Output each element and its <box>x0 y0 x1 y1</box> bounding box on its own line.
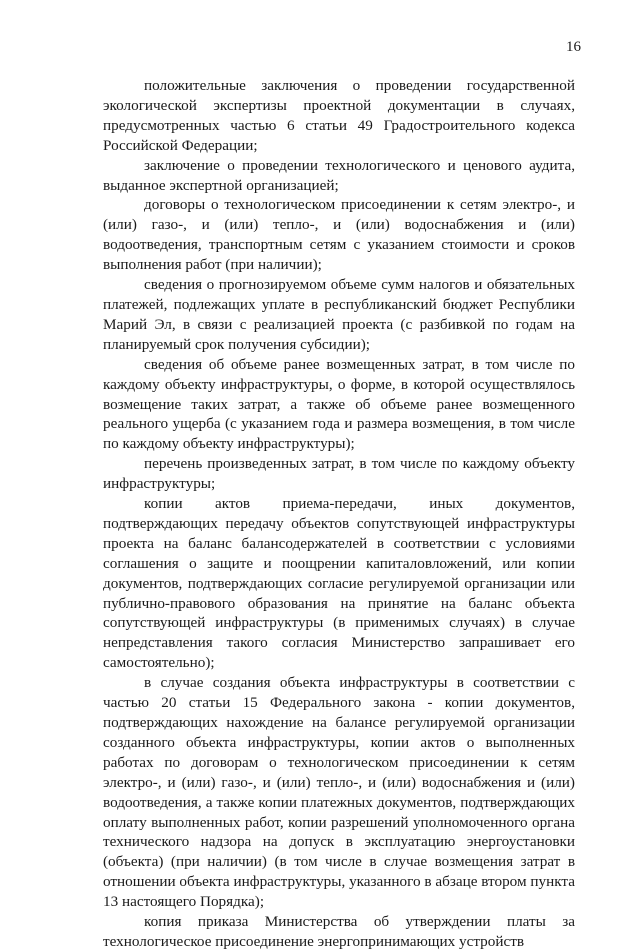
paragraph-tax-forecast: сведения о прогнозируемом объеме сумм налогов и обязательных платежей, подлежащих уплате в республиканский бюджет Республики Марий Эл, в связи с реализацией проекта (с разбивкой по годам на планируемый срок получения субсидии); <box>103 276 575 353</box>
paragraph-ministry-order: копия приказа Министерства об утверждении платы за технологическое присоединение энергопринимающих устройств <box>103 913 575 950</box>
paragraph-audit-conclusion: заключение о проведении технологического и ценового аудита, выданное экспертной организацией; <box>103 156 575 194</box>
paragraph-expertise-conclusions: положительные заключения о проведении государственной экологической экспертизы проектной документации в случаях, предусмотренных частью 6 статьи 49 Градостроительного кодекса Российской Федерации; <box>103 77 575 154</box>
paragraph-reimbursed-costs: сведения об объеме ранее возмещенных затрат, в том числе по каждому объекту инфраструктуры, о форме, в которой осуществлялось возмещение таких затрат, а также об объеме ранее возмещенного реального ущерба (с указанием года и размера возмещения, в том числе по каждому объекту инфраструктуры); <box>103 355 575 453</box>
paragraph-transfer-acts: копии актов приема-передачи, иных документов, подтверждающих передачу объектов сопутствующей инфраструктуры проекта на баланс балансодержателей в соответствии с условиями соглашения о защите и поощрении капиталовложений, или копии документов, подтверждающих согласие регулируемой организации или публично-правового образования на принятие на баланс объекта сопутствующей инфраструктуры (в применимых случаях) в случае непредставления такого согласия Министерство запрашивает его самостоятельно); <box>103 495 575 672</box>
page-number: 16 <box>566 39 581 55</box>
paragraph-costs-list: перечень произведенных затрат, в том числе по каждому объекту инфраструктуры; <box>103 455 575 493</box>
paragraph-infrastructure-creation: в случае создания объекта инфраструктуры в соответствии с частью 20 статьи 15 Федерального закона - копии документов, подтверждающих нахождение на балансе регулируемой организации созданного объекта инфраструктуры, копии актов о выполненных работах по договорам о технологическом присоединении к сетям электро-, и (или) газо-, и (или) тепло-, и (или) водоснабжения и (или) водоотведения, а также копии платежных документов, подтверждающих оплату выполненных работ, копии разрешений уполномоченного органа технического надзора на допуск в эксплуатацию энергоустановки (объекта) (при наличии) (в том числе в случае возмещения затрат в отношении объекта инфраструктуры, указанного в абзаце втором пункта 13 настоящего Порядка); <box>103 674 575 911</box>
document-body <box>103 76 575 952</box>
paragraph-connection-contracts: договоры о технологическом присоединении к сетям электро-, и (или) газо-, и (или) тепло-, и (или) водоснабжения и (или) водоотведения, транспортным сетям с указанием стоимости и сроков выполнения работ (при наличии); <box>103 196 575 274</box>
